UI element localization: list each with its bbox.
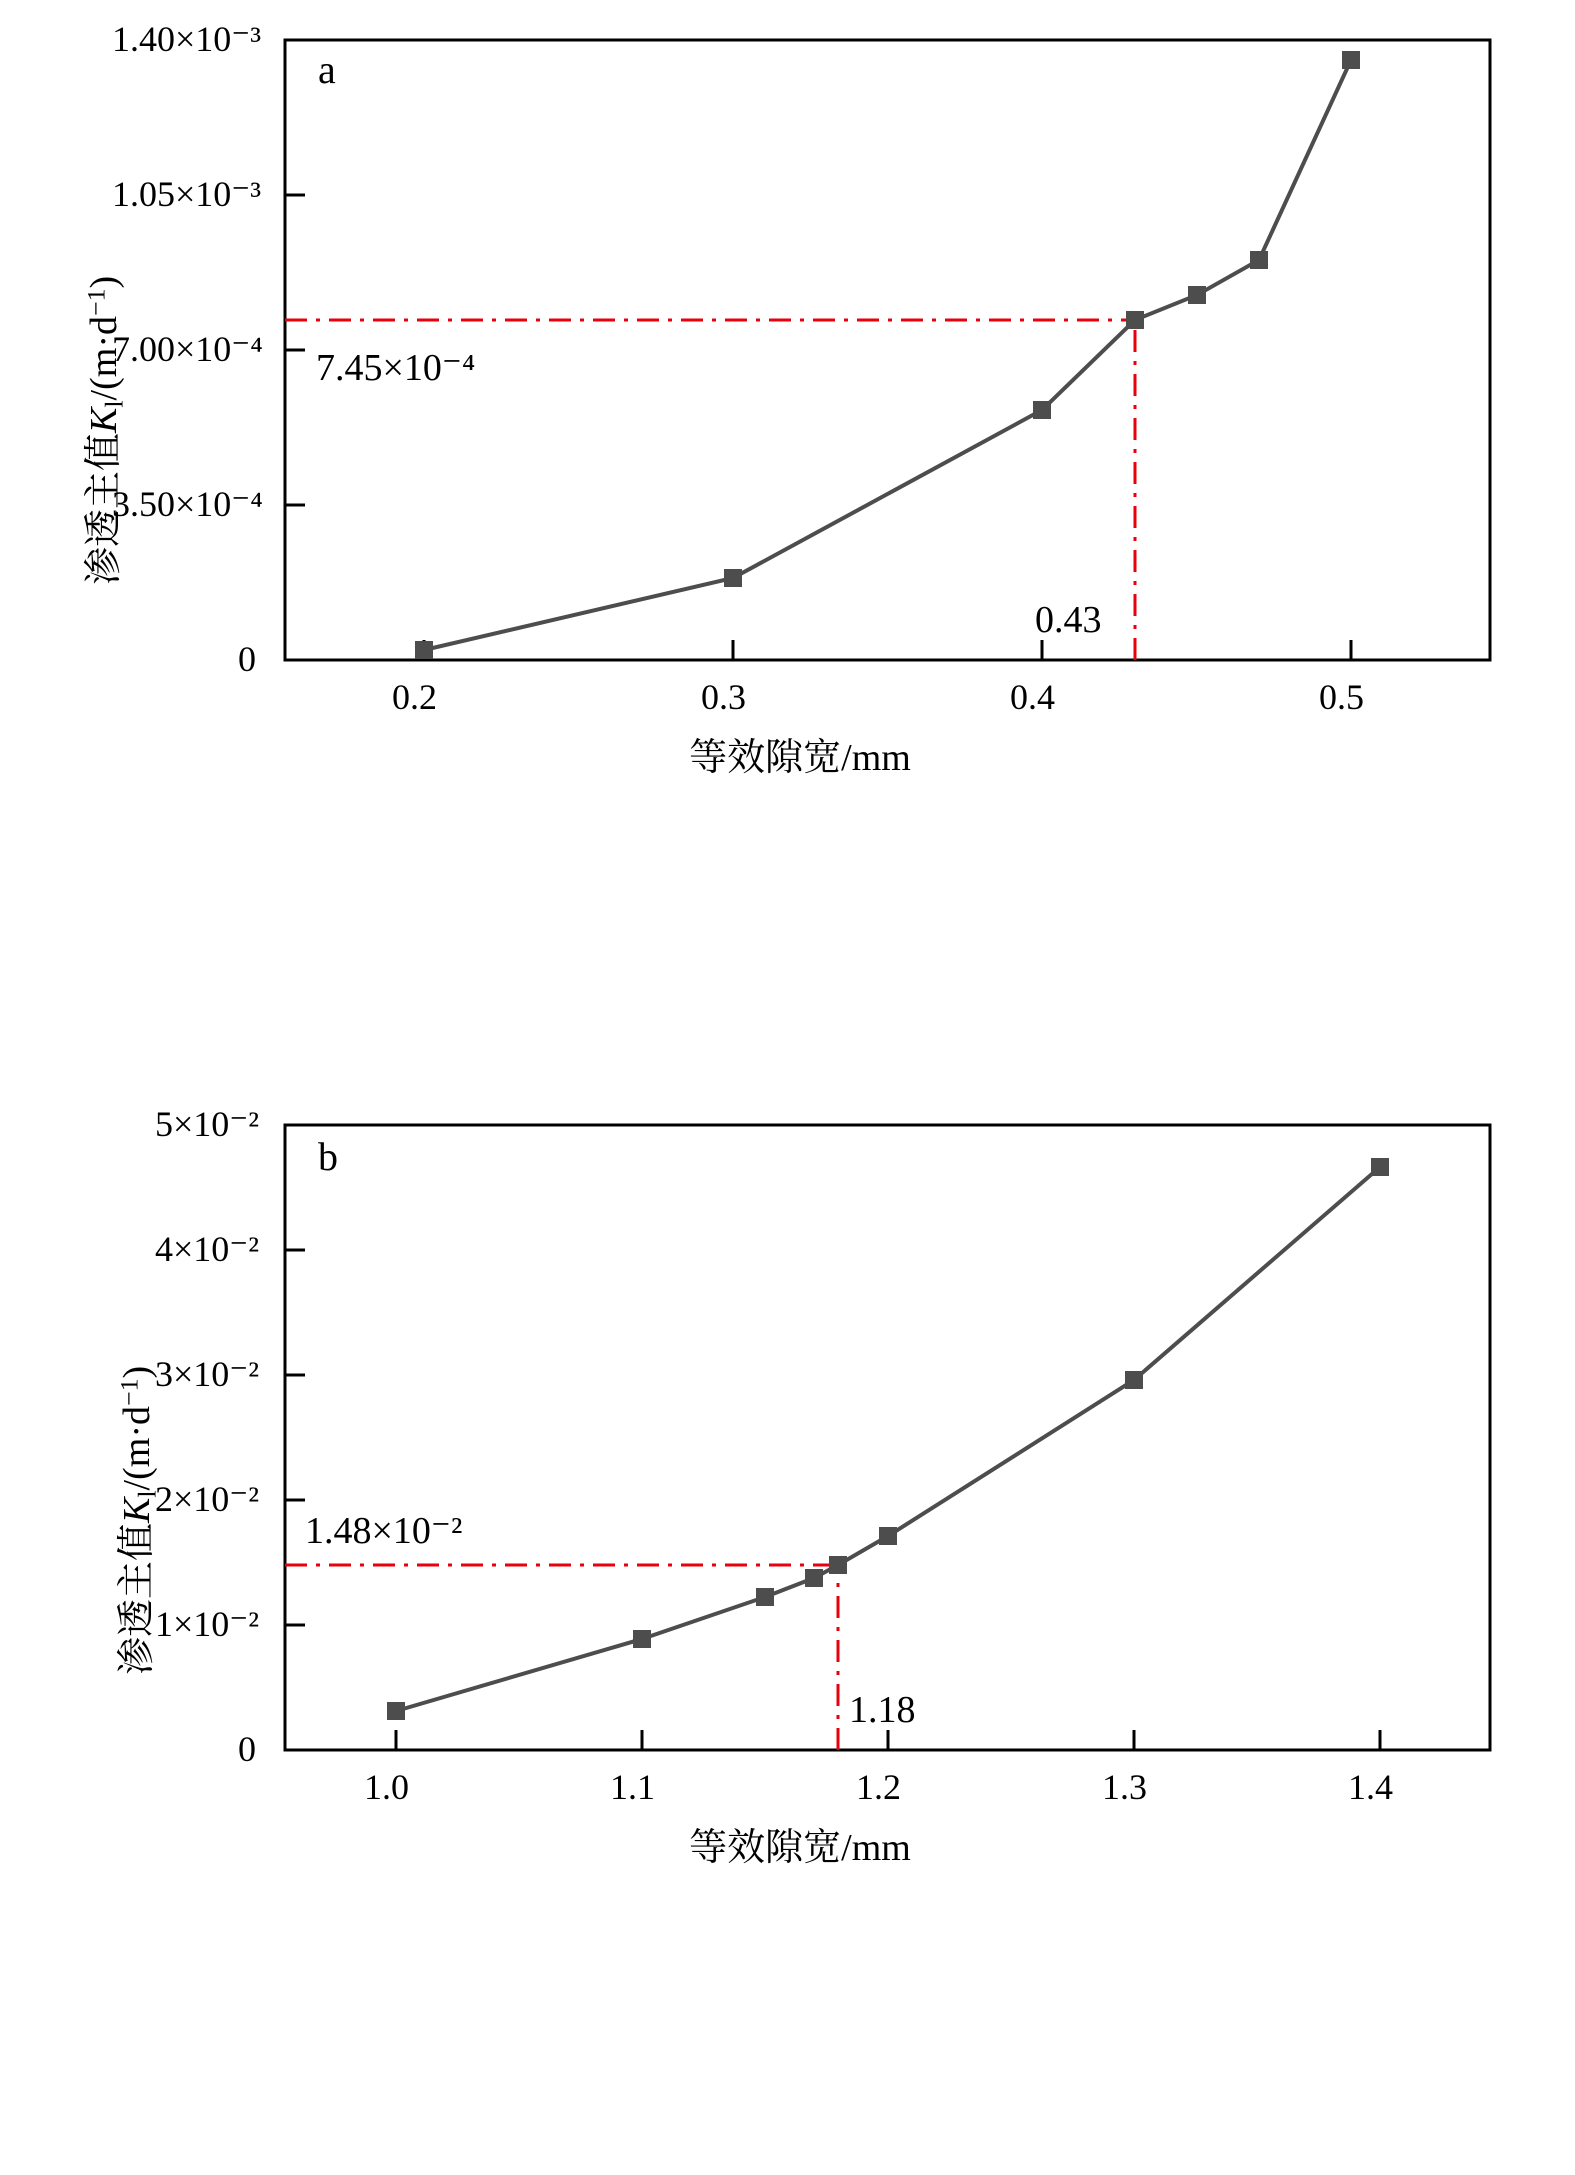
panel-a-y-axis-title-post: /(m·d [83, 316, 125, 401]
chart-panel-b [0, 1090, 1575, 2175]
panel-b-x-guide-label: 1.18 [849, 1689, 916, 1731]
panel-a-ytick-1: 3.50×10⁻⁴ [112, 484, 263, 524]
panel-b-x-axis-title: 等效隙宽/mm [689, 1827, 911, 1869]
panel-b-xtick-4: 1.4 [1348, 1767, 1393, 1807]
panel-a-ytick-0: 0 [238, 639, 256, 679]
panel-a-y-axis-title-sup: −1 [81, 288, 111, 316]
panel-a-xtick-3: 0.5 [1319, 677, 1364, 717]
panel-b-y-axis-title-symbol: K [116, 1497, 158, 1523]
panel-b-y-axis-title-pre: 渗透主值 [116, 1522, 158, 1675]
panel-b-xtick-1: 1.1 [610, 1767, 655, 1807]
panel-b-y-axis-title-sub: l [132, 1490, 162, 1498]
panel-b-y-axis-title-post: /(m·d [116, 1406, 158, 1491]
panel-b-y-axis-title-sup: −1 [114, 1378, 144, 1406]
panel-b-y-axis-title-tail: ) [116, 1365, 158, 1379]
panel-a-ytick-2: 7.00×10⁻⁴ [112, 329, 263, 369]
panel-b-ytick-1: 1×10⁻² [155, 1604, 260, 1644]
panel-a-ytick-3: 1.05×10⁻³ [112, 174, 262, 214]
panel-b-xtick-0: 1.0 [364, 1767, 409, 1807]
panel-b-xtick-3: 1.3 [1102, 1767, 1147, 1807]
panel-b-letter: b [318, 1134, 338, 1179]
panel-a-x-guide-label: 0.43 [1035, 599, 1102, 641]
panel-a-y-axis-title-symbol: K [83, 407, 125, 433]
panel-b-y-axis-title [105, 1366, 162, 1675]
panel-a-y-axis-title-tail: ) [83, 275, 125, 289]
panel-b-ytick-4: 4×10⁻² [155, 1229, 260, 1269]
panel-a-y-axis-title-sub: l [99, 400, 129, 408]
panel-b-xtick-2: 1.2 [856, 1767, 901, 1807]
plot-b-frame [285, 1125, 1490, 1750]
panel-b-ytick-5: 5×10⁻² [155, 1104, 260, 1144]
panel-a-ytick-4: 1.40×10⁻³ [112, 19, 262, 59]
panel-b-y-guide-label: 1.48×10⁻² [305, 1510, 463, 1552]
panel-a-xtick-1: 0.3 [701, 677, 746, 717]
panel-a-y-guide-label: 7.45×10⁻⁴ [316, 347, 476, 389]
panel-a-xtick-0: 0.2 [392, 677, 437, 717]
panel-b-ytick-2: 2×10⁻² [155, 1479, 260, 1519]
panel-a-x-axis-title: 等效隙宽/mm [689, 737, 911, 779]
panel-b-ytick-0: 0 [238, 1729, 256, 1769]
panel-a-letter: a [318, 47, 336, 92]
panel-a-xtick-2: 0.4 [1010, 677, 1055, 717]
panel-a-y-axis-title-pre: 渗透主值 [83, 432, 125, 585]
panel-a-y-axis-title [72, 276, 129, 585]
panel-b-ytick-3: 3×10⁻² [155, 1354, 260, 1394]
